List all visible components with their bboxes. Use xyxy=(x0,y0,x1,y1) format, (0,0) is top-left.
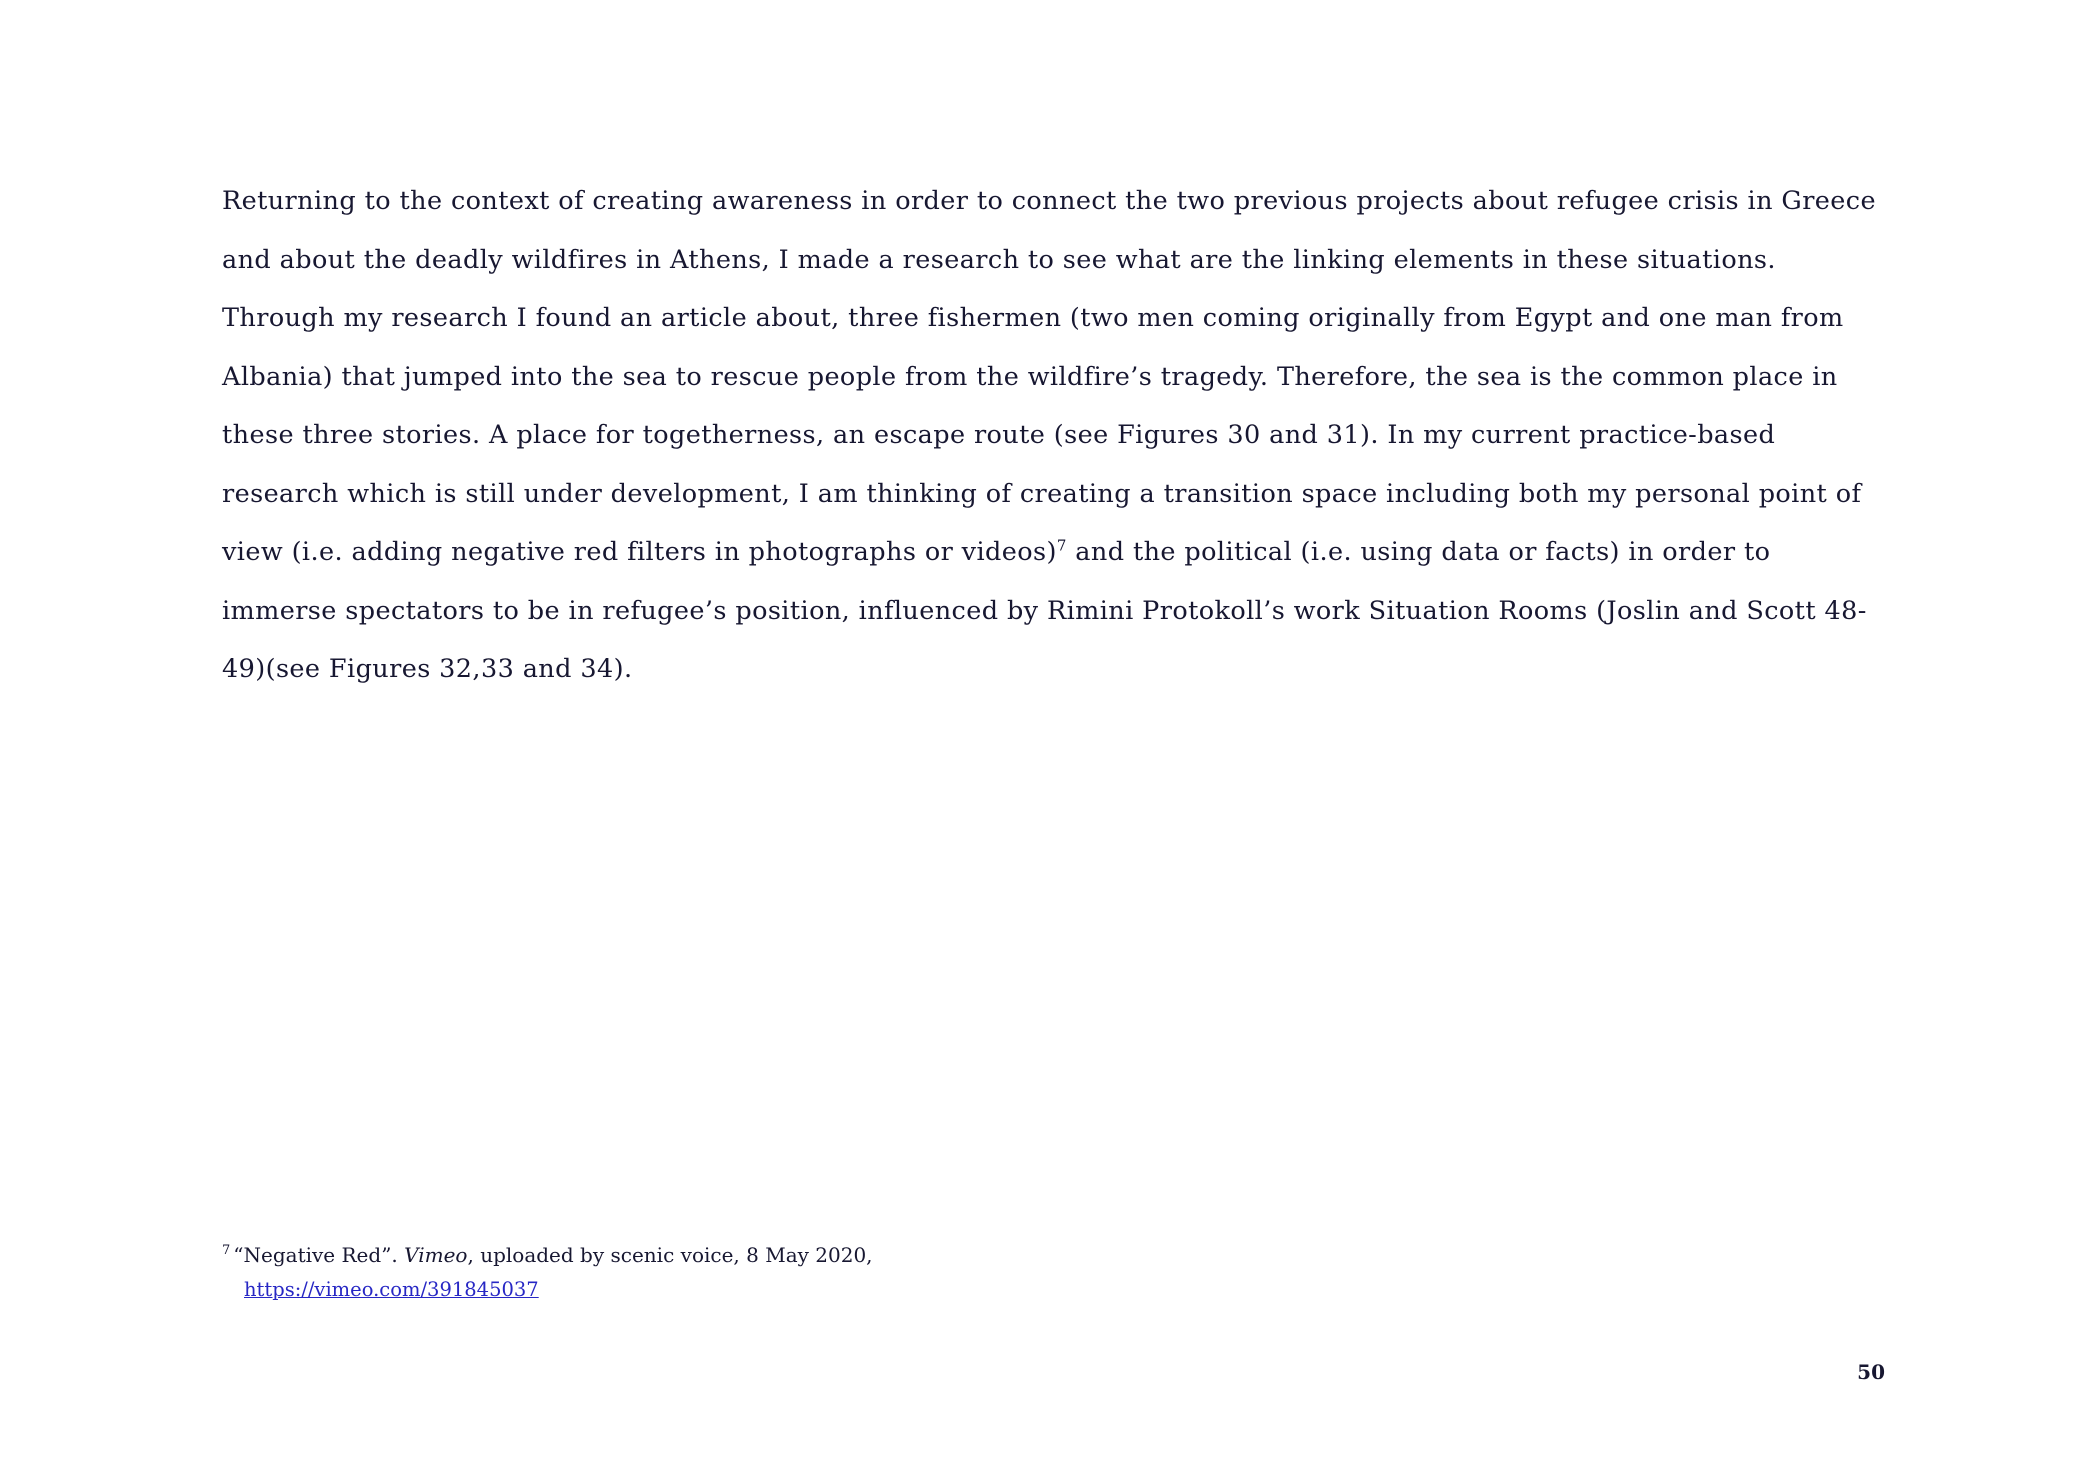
footnote-text-before: “Negative Red”. xyxy=(233,1243,405,1267)
footnote-block xyxy=(222,1240,1422,1305)
footnote-source-title: Vimeo xyxy=(404,1243,468,1267)
body-paragraph xyxy=(222,172,1879,699)
body-paragraph-part-1: Returning to the context of creating awareness in order to connect the two previous projects about refugee crisis in Greece and about the deadly wildfires in Athens, I made a research to see what are the linking elements in these situations. Through my research I found an article about, three fishermen (two men coming originally from Egypt and one man from Albania) that jumped into the sea to rescue people from the wildfire’s tragedy. Therefore, the sea is the common place in these three stories. A place for togetherness, an escape route (see Figures 30 and 31). In my current practice-based research which is still under development, I am thinking of creating a transition space including both my personal point of view (i.e. adding negative red filters in photographs or videos) xyxy=(222,186,1876,567)
page-number: 50 xyxy=(1857,1360,1885,1384)
body-paragraph-part-2: and the political (i.e. using data or facts) in order to immerse spectators to be in refugee’s position, influenced by Rimini Protokoll’s work Situation Rooms (Joslin and Scott 48- 49)(see Figures 32,33 and 34). xyxy=(222,537,1867,684)
footnote-url-link[interactable]: https://vimeo.com/391845037 xyxy=(244,1278,539,1301)
footnote-reference-marker[interactable]: 7 xyxy=(1056,536,1067,555)
body-text-block xyxy=(222,172,1879,699)
footnote-marker: 7 xyxy=(222,1243,231,1259)
footnote-text-after: , uploaded by scenic voice, 8 May 2020, xyxy=(467,1243,873,1267)
